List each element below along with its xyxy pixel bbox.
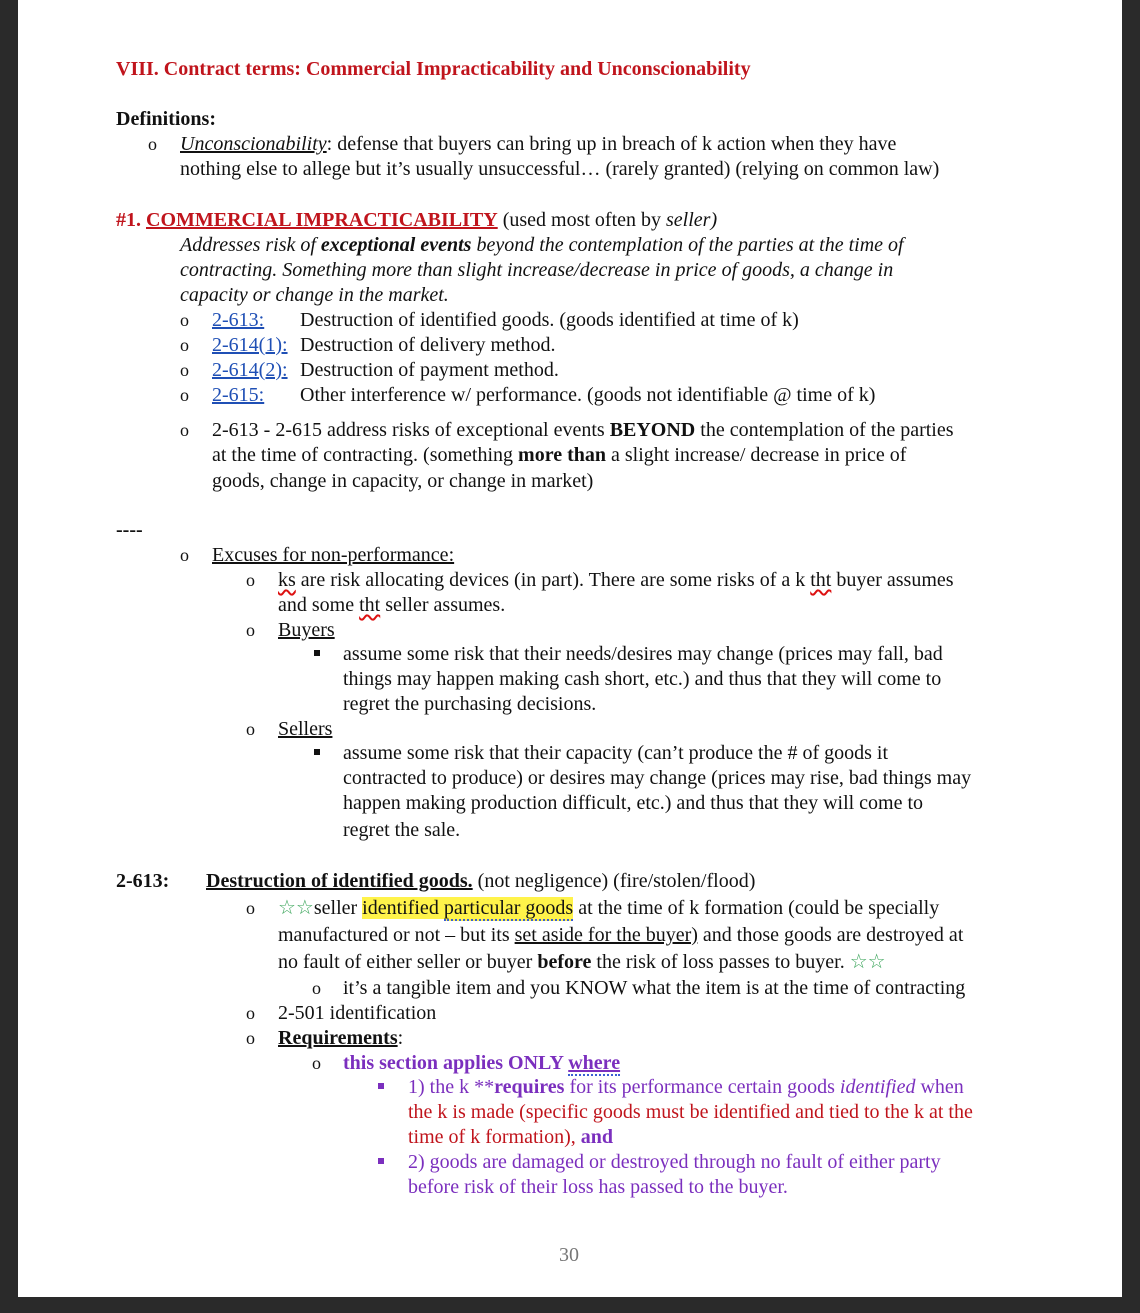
circle-bullet-icon: o xyxy=(180,545,189,565)
code-link-2613[interactable]: 2-613: xyxy=(212,309,265,331)
code-link-2614-1[interactable]: 2-614(1): xyxy=(212,334,288,356)
unconscionability-definition: Unconscionability: defense that buyers can bring up in breach of k action when they have xyxy=(180,133,897,155)
code-item: 2-614(2): Destruction of payment method. xyxy=(212,359,559,381)
code-item: 2-614(1): Destruction of delivery method. xyxy=(212,334,556,356)
square-bullet-icon xyxy=(314,749,320,755)
address-line1: 2-613 - 2-615 address risks of exceptional events BEYOND the contemplation of the parties xyxy=(212,419,954,441)
circle-bullet-icon: o xyxy=(312,1053,321,1073)
circle-bullet-icon: o xyxy=(180,310,189,330)
buyers-text-line: regret the purchasing decisions. xyxy=(343,693,597,715)
risk-allocation-line2: and some tht seller assumes. xyxy=(278,594,506,616)
s2613-line1: ☆☆seller identified particular goods at the time of k formation (could be specially xyxy=(278,897,940,919)
code-item: 2-613: Destruction of identified goods. (goods identified at time of k) xyxy=(212,309,799,331)
s2613-line2: manufactured or not – but its set aside for the buyer) and those goods are destroyed at xyxy=(278,924,964,946)
sellers-text-line: regret the sale. xyxy=(343,819,461,841)
circle-bullet-icon: o xyxy=(246,719,255,739)
commercial-impracticability-heading: #1. COMMERCIAL IMPRACTICABILITY (used most often by seller) xyxy=(116,209,718,231)
circle-bullet-icon: o xyxy=(312,978,321,998)
circle-bullet-icon: o xyxy=(246,898,255,918)
commercial-impracticability-title: COMMERCIAL IMPRACTICABILITY xyxy=(146,209,498,231)
buyers-text-line: things may happen making cash short, etc.) and thus that they will come to xyxy=(343,668,942,690)
s2613-title: Destruction of identified goods. xyxy=(206,870,473,892)
risk-allocation-line1: ks are risk allocating devices (in part). There are some risks of a k tht buyer assumes xyxy=(278,569,954,591)
s2613-line3: no fault of either seller or buyer before the risk of loss passes to buyer. ☆☆ xyxy=(278,951,886,973)
unconscionability-term: Unconscionability xyxy=(180,133,327,155)
square-bullet-icon xyxy=(378,1083,384,1089)
address-line2: at the time of contracting. (something more than a slight increase/ decrease in price of xyxy=(212,444,907,466)
requirement-1-line3: time of k formation), and xyxy=(408,1126,613,1148)
unconscionability-definition-line2: nothing else to allege but it’s usually unsuccessful… (rarely granted) (relying on common law) xyxy=(180,158,940,180)
circle-bullet-icon: o xyxy=(180,335,189,355)
circle-bullet-icon: o xyxy=(246,1003,255,1023)
circle-bullet-icon: o xyxy=(246,570,255,590)
sellers-text-line: contracted to produce) or desires may change (prices may rise, bad things may xyxy=(343,767,972,789)
ci-description-line1: Addresses risk of exceptional events beyond the contemplation of the parties at the time of xyxy=(180,234,904,256)
requirement-2-line1: 2) goods are damaged or destroyed through no fault of either party xyxy=(408,1151,941,1173)
s2613-title-line: Destruction of identified goods. (not negligence) (fire/stolen/flood) xyxy=(206,870,756,892)
excuses-heading: Excuses for non-performance: xyxy=(212,544,455,566)
square-bullet-icon xyxy=(378,1158,384,1164)
circle-bullet-icon: o xyxy=(246,1028,255,1048)
definitions-heading: Definitions: xyxy=(116,108,216,130)
page-number: 30 xyxy=(559,1244,579,1266)
ci-description-line3: capacity or change in the market. xyxy=(180,284,449,306)
s2613-label: 2-613: xyxy=(116,870,170,892)
star-icon: ☆☆ xyxy=(849,951,886,973)
requirement-2-line2: before risk of their loss has passed to the buyer. xyxy=(408,1176,788,1198)
sellers-text-line: happen making production difficult, etc.) and thus that they will come to xyxy=(343,792,924,814)
star-icon: ☆☆ xyxy=(278,897,314,919)
buyers-heading: Buyers xyxy=(278,619,335,641)
section-title: VIII. Contract terms: Commercial Impracticability and Unconscionability xyxy=(116,58,751,80)
requirement-1-line1: 1) the k **requires for its performance certain goods identified when xyxy=(408,1076,964,1098)
code-link-2614-2[interactable]: 2-614(2): xyxy=(212,359,288,381)
address-line3: goods, change in capacity, or change in market) xyxy=(212,470,594,492)
applies-where: this section applies ONLY where xyxy=(343,1052,621,1074)
separator-dashes: ---- xyxy=(116,519,143,541)
identification-text: 2-501 identification xyxy=(278,1002,437,1024)
sellers-text-line: assume some risk that their capacity (can’t produce the # of goods it xyxy=(343,742,889,764)
circle-bullet-icon: o xyxy=(246,620,255,640)
square-bullet-icon xyxy=(314,650,320,656)
requirements-heading: Requirements: xyxy=(278,1027,404,1049)
sellers-heading: Sellers xyxy=(278,718,333,740)
document-page xyxy=(18,0,1122,1297)
tangible-item-text: it’s a tangible item and you KNOW what the item is at the time of contracting xyxy=(343,977,966,999)
circle-bullet-icon: o xyxy=(180,360,189,380)
code-item: 2-615: Other interference w/ performance. (goods not identifiable @ time of k) xyxy=(212,384,876,406)
circle-bullet-icon: o xyxy=(180,420,189,440)
circle-bullet-icon: o xyxy=(148,134,157,154)
requirement-1-line2: the k is made (specific goods must be identified and tied to the k at the xyxy=(408,1101,973,1123)
ci-description-line2: contracting. Something more than slight increase/decrease in price of goods, a change in xyxy=(180,259,894,281)
code-link-2615[interactable]: 2-615: xyxy=(212,384,265,406)
buyers-text-line: assume some risk that their needs/desires may change (prices may fall, bad xyxy=(343,643,943,665)
circle-bullet-icon: o xyxy=(180,385,189,405)
